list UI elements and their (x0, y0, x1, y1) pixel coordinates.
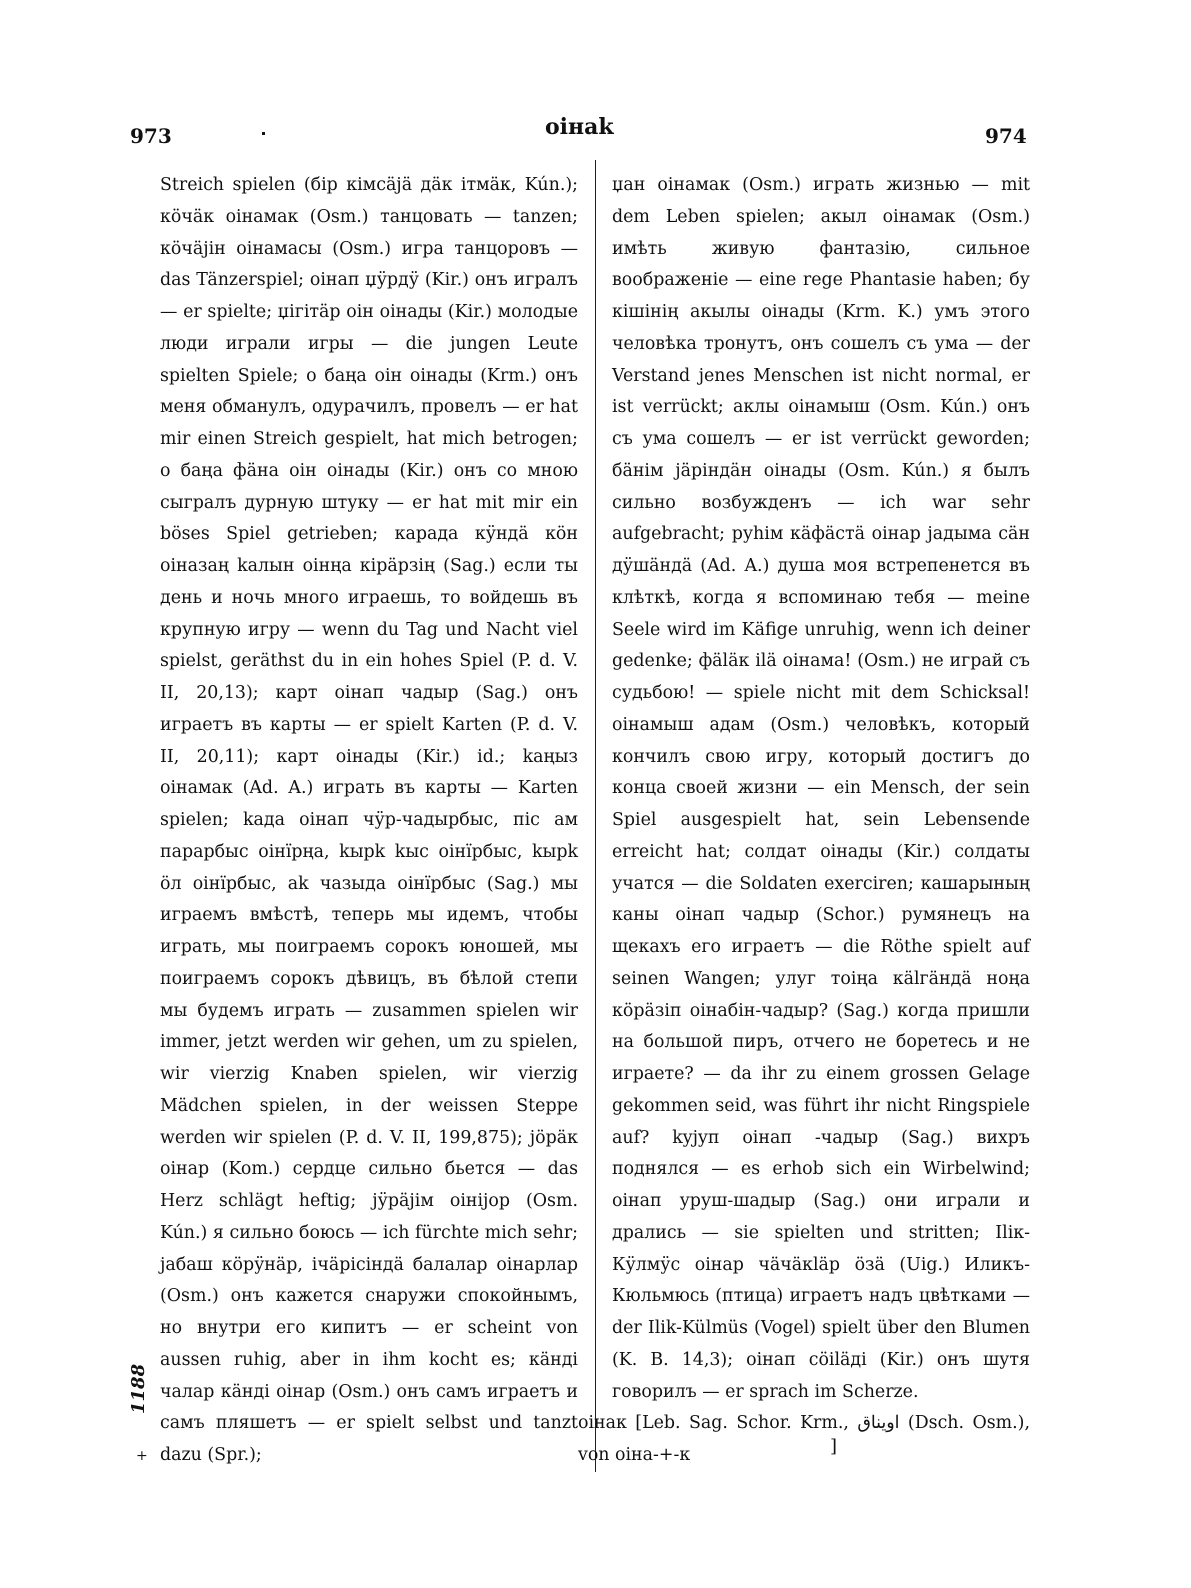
page-number-left: 973 (130, 124, 172, 148)
footer-bracket: ] (830, 1436, 838, 1457)
right-column-text: џан оінамак (Osm.) играть жизнью — mit dem Leben spielen; акыл оінамак (Osm.) имѣть живую фантазію, сильное воображеніе — eine rege Phantasie haben; бу кішінің акылы оінады (Krm. K.) умъ этого человѣка тронутъ, онъ сошелъ съ ума — der Verstand jenes Menschen ist nicht normal, er ist verrückt; aклы оінамыш (Osm. Kún.) онъ съ ума сошелъ — er ist verrückt geworden; бäнім jäріндäн оінады (Osm. Kún.) я былъ сильно возбужденъ — ich war sehr aufgebracht; руhім кäфäстӓ оінар jадыма сäн дӱшӓндӓ (Ad. A.) душа моя встрепенется въ клѣткѣ, когда я вспоминаю тебя — meine Seele wird im Käfige unruhig, wenn ich deiner gedenke; фäläк ilä оінама! (Osm.) не играй съ судьбою! — spiele nicht mit dem Schicksal! оінамыш адам (Osm.) человѣкъ, который кончилъ свою игру, который достигъ до конца своей жизни — ein Mensch, der sein Spiel ausgespielt hat, sein Lebensende erreicht hat; солдат оінады (Kir.) солдаты учатся — die Soldaten exerciren; кашарының каны оінап чадыр (Schor.) румянецъ на щекахъ его играетъ — die Röthe spielt auf seinen Wangen; улуг тоіңа кälгäндӓ ноңа кӧрäзіп оінабін-чадыр? (Sag.) когда пришли на большой пиръ, отчего не боретесь и не играете? — da ihr zu einem grossen Gelage gekommen seid, was führt ihr nicht Ringspiele auf? kyjyп оінап -чадыр (Sag.) вихръ поднялся — es erhob sich ein Wirbelwind; оінап уруш-шадыр (Sag.) они играли и дрались — sie spielten und stritten; Ilік-Кӱлмӱс оінар чäчäкläр ӧзä (Uig.) Иликъ-Кюльмюсь (птица) играетъ надъ цвѣтками — der Ilik-Külmüs (Vogel) spielt über den Blumen (K. B. 14,3); оінап сӧіläді (Kir.) онъ шутя говорилъ — er sprach im Scherze. (612, 175, 1030, 1402)
dictionary-entry-oinak: оінак [Leb. Sag. Schor. Krm., اويناق (Dsch. Osm.), von оіна-+-к (578, 1413, 1030, 1465)
left-column-text: Streich spielen (бір кімсäjä дäк ітмäк, Kún.); кӧчäк оінамак (Osm.) танцовать — tanzen; кӧчӓjін оінамасы (Osm.) игра танцоровъ — das Tänzerspiel; оінап џӱрдӱ (Kir.) онъ игралъ — er spielte; џігітäр оін оінады (Kir.) молодые люди играли игры — die jungen Leute spielten Spiele; о баңа оін оінады (Krm.) онъ меня обманулъ, одурачилъ, провелъ — er hat mir einen Streich gespielt, hat mich betrogen; о баңа фäна оін оінады (Kir.) онъ со мною сыгралъ дурную штуку — er hat mit mir ein böses Spiel getrieben; карада кӱндӓ кӧн оіназаң kалын оінңа кірäрзің (Sag.) если ты день и ночь много играешь, то войдешь въ крупную игру — wenn du Tag und Nacht viel spielst, geräthst du in ein hohes Spiel (P. d. V. II, 20,13); карт оінап чадыр (Sag.) онъ играетъ въ карты — er spielt Karten (P. d. V. II, 20,11); карт оінады (Kir.) id.; kаңыз оінамак (Ad. A.) играть въ карты — Karten spielen; kада оінап чӱр-чадырбыс, піс ам парарбыс оінїрңа, kырk kыс оінїрбыс, kырk ӧл оінїрбыс, ak чазыда оінїрбыс (Sag.) мы играемъ вмѣстѣ, теперь мы идемъ, чтобы играть, мы поиграемъ сорокъ юношей, мы поиграемъ сорокъ дѣвицъ, въ бѣлой степи мы будемъ играть — zusammen spielen wir immer, jetzt werden wir gehen, um zu spielen, wir vierzig Knaben spielen, wir vierzig Mädchen spielen, in der weissen Steppe werden wir spielen (P. d. V. II, 199,875); jӧрäк оінар (Kom.) сердце сильно бьется — das Herz schlägt heftig; jӱрäjім оінijор (Osm. Kún.) я сильно боюсь — ich fürchte mich sehr; jабаш кӧрӱнäр, ічäрісіндӓ балалар оінарлар (Osm.) онъ кажется снаружи спокойнымъ, но внутри его кипитъ — er scheint von aussen ruhig, aber in ihm kocht es; кäнді чалар кäнді оінар (Osm.) онъ самъ играетъ и самъ пляшетъ — er spielt selbst und tanzt dazu (Spr.); (160, 175, 578, 1465)
left-column (160, 170, 578, 1472)
running-headword: oiнak (545, 114, 614, 140)
column-rule (595, 160, 596, 1472)
header-dot (262, 132, 265, 135)
right-column (578, 170, 1030, 1472)
signature-cross: + (136, 1448, 148, 1464)
signature-mark: 1188 (128, 1363, 149, 1414)
page-number-right: 974 (985, 124, 1027, 148)
